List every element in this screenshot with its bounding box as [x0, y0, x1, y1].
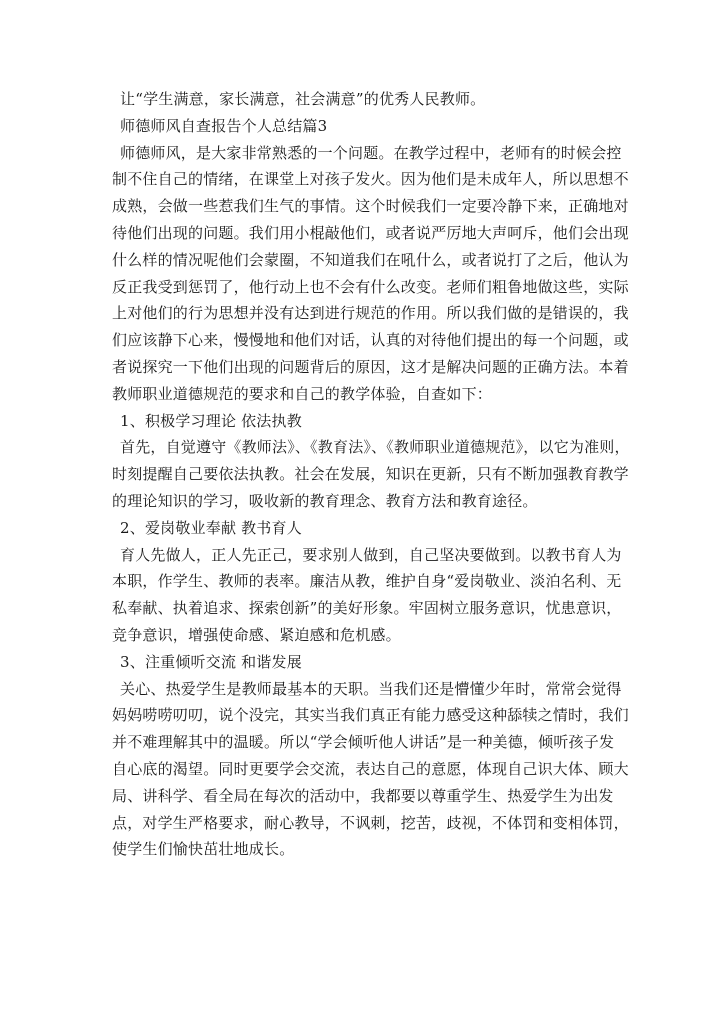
text-line: 1、积极学习理论 依法执教: [120, 411, 302, 430]
text-line: 时刻提醒自己要依法执教。社会在发展，知识在更新，只有不断加强教育教学: [112, 465, 629, 484]
text-line: 什么样的情况呢他们会蒙圈，不知道我们在吼什么，或者说打了之后，他认为: [112, 250, 629, 269]
text-line: 局、讲科学、看全局在每次的活动中，我都要以尊重学生、热爱学生为出发: [112, 786, 614, 805]
text-line: 关心、热爱学生是教师最基本的天职。当我们还是懵懂少年时，常常会觉得: [120, 679, 622, 698]
text-line: 的理论知识的学习，吸收新的教育理念、教育方法和教育途径。: [112, 491, 538, 510]
text-line: 们应该静下心来，慢慢地和他们对话，认真的对待他们提出的每一个问题，或: [112, 331, 629, 350]
text-line: 并不难理解其中的温暖。所以“学会倾听他人讲话”是一种美德，倾听孩子发: [112, 733, 615, 752]
text-line: 让“学生满意，家长满意，社会满意”的优秀人民教师。: [120, 90, 486, 108]
text-line: 制不住自己的情绪，在课堂上对孩子发火。因为他们是未成年人，所以思想不: [112, 170, 629, 189]
text-line: 反正我受到惩罚了，他行动上也不会有什么改变。老师们粗鲁地做这些，实际: [112, 277, 629, 296]
text-line: 妈妈唠唠叨叨，说个没完，其实当我们真正有能力感受这种舔犊之情时，我们: [112, 706, 629, 725]
text-line: 教师职业道德规范的要求和自己的教学体验，自查如下：: [112, 384, 493, 403]
text-line: 师德师风自查报告个人总结篇3: [120, 116, 328, 135]
text-line: 待他们出现的问题。我们用小棍敲他们，或者说严厉地大声呵斥，他们会出现: [112, 223, 629, 242]
text-line: 3、注重倾听交流 和谐发展: [120, 652, 302, 671]
text-line: 竞争意识，增强使命感、紧迫感和危机感。: [112, 625, 401, 644]
text-line: 成熟，会做一些惹我们生气的事情。这个时候我们一定要冷静下来，正确地对: [112, 197, 629, 216]
text-line: 上对他们的行为思想并没有达到进行规范的作用。所以我们做的是错误的，我: [112, 304, 629, 323]
text-line: 首先，自觉遵守《教师法》、《教育法》、《教师职业道德规范》，以它为准则，: [120, 438, 630, 457]
text-line: 私奉献、执着追求、探索创新”的美好形象。牢固树立服务意识，忧患意识，: [112, 599, 622, 618]
text-line: 者说探究一下他们出现的问题背后的原因，这才是解决问题的正确方法。本着: [112, 357, 629, 376]
text-line: 育人先做人，正人先正己，要求别人做到，自己坚决要做到。以教书育人为: [120, 545, 622, 564]
text-line: 点，对学生严格要求，耐心教导，不讽刺，挖苦，歧视，不体罚和变相体罚，: [112, 813, 629, 832]
document-body: [112, 86, 630, 863]
text-line: 使学生们愉快茁壮地成长。: [112, 840, 295, 859]
text-line: 自心底的渴望。同时更要学会交流，表达自己的意愿，体现自己识大体、顾大: [112, 759, 629, 778]
text-line: 本职，作学生、教师的表率。廉洁从教，维护自身“爱岗敬业、淡泊名利、无: [112, 572, 622, 591]
text-line: 2、爱岗敬业奉献 教书育人: [120, 518, 302, 537]
text-line: 师德师风，是大家非常熟悉的一个问题。在教学过程中，老师有的时候会控: [120, 143, 622, 162]
